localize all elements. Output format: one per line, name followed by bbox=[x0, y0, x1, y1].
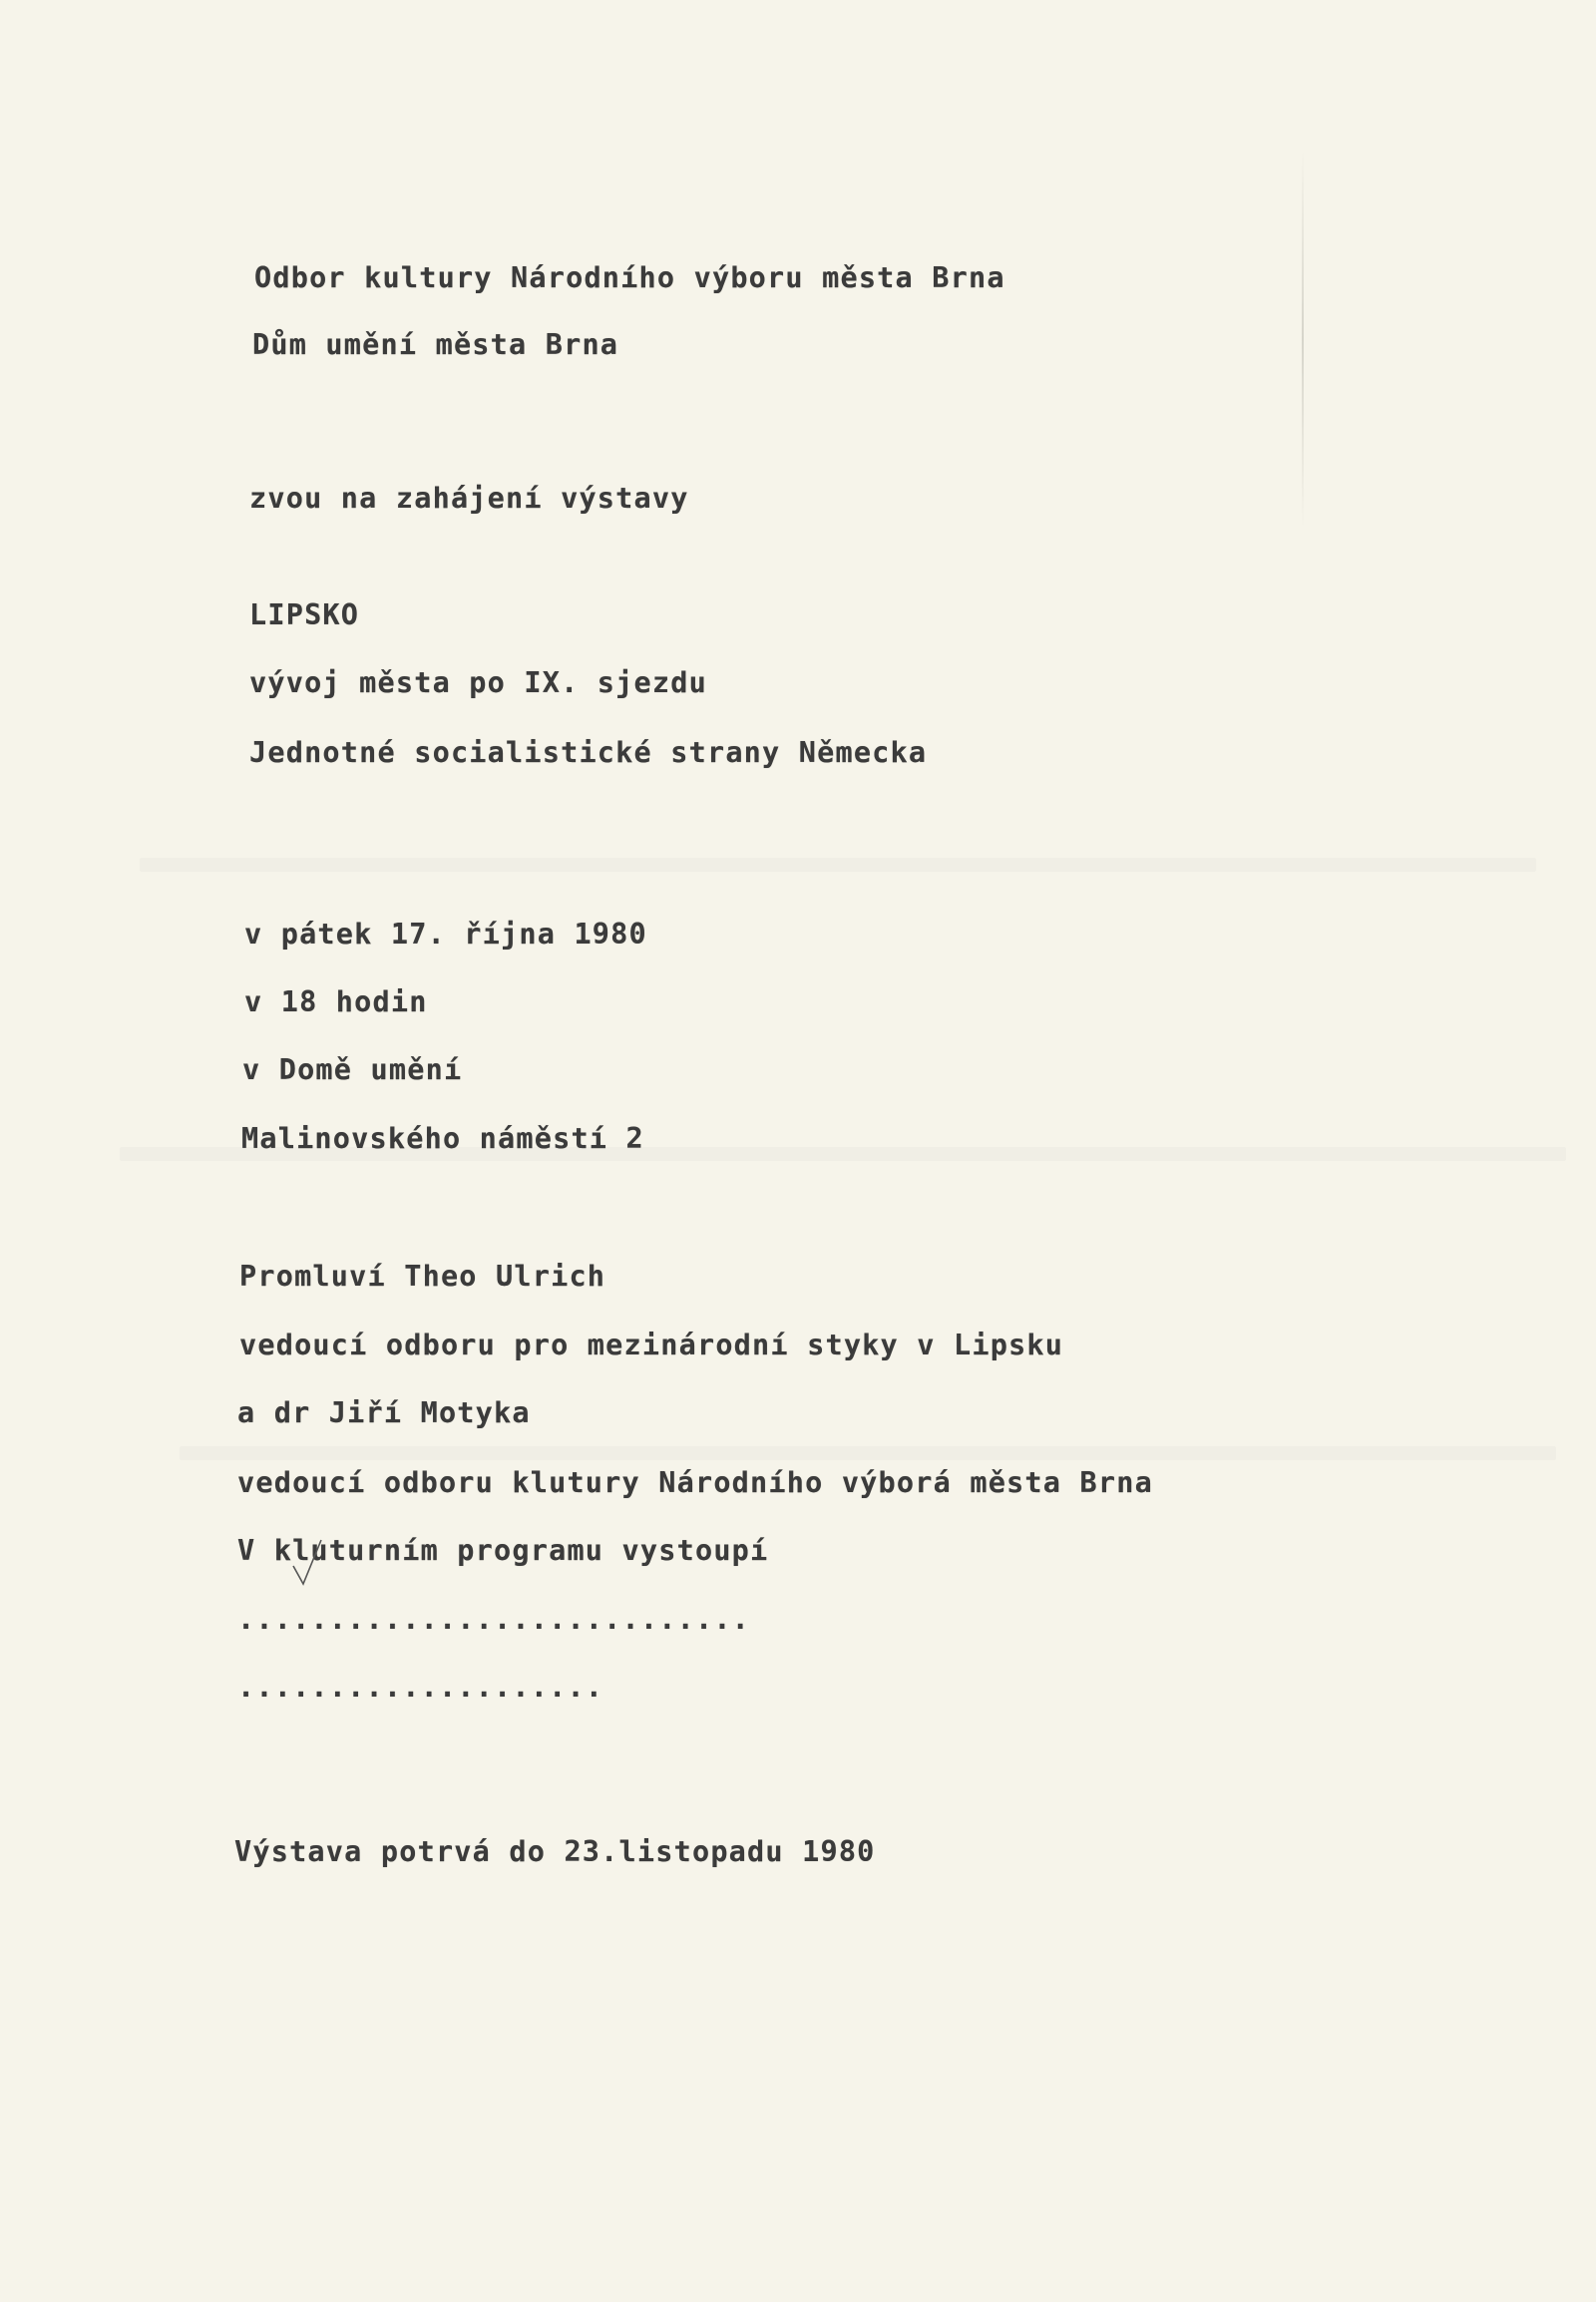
org-line-2: Dům umění města Brna bbox=[252, 328, 619, 361]
handwritten-correction-mark bbox=[289, 1536, 339, 1586]
show-through-text bbox=[180, 1446, 1556, 1460]
program-line: V kluturním programu vystoupí bbox=[237, 1534, 769, 1567]
paper-crease bbox=[1302, 150, 1304, 529]
event-venue: v Domě umění bbox=[242, 1053, 463, 1086]
closing-line: Výstava potrvá do 23.listopadu 1980 bbox=[234, 1835, 876, 1868]
dotted-placeholder-1: ............................ bbox=[237, 1603, 751, 1636]
event-date: v pátek 17. října 1980 bbox=[244, 918, 647, 951]
speaker-1-role: vedoucí odboru pro mezinárodní styky v Lipsku bbox=[239, 1329, 1064, 1361]
show-through-text bbox=[140, 858, 1536, 872]
speaker-2: a dr Jiří Motyka bbox=[237, 1396, 531, 1429]
exhibition-title: LIPSKO bbox=[249, 598, 360, 631]
event-address: Malinovského náměstí 2 bbox=[241, 1122, 644, 1155]
speaker-2-role: vedoucí odboru klutury Národního výborá města Brna bbox=[237, 1466, 1153, 1499]
exhibition-subtitle-1: vývoj města po IX. sjezdu bbox=[249, 666, 707, 699]
event-time: v 18 hodin bbox=[244, 985, 428, 1018]
invite-line: zvou na zahájení výstavy bbox=[249, 482, 689, 515]
dotted-placeholder-2: .................... bbox=[237, 1671, 604, 1704]
org-line-1: Odbor kultury Národního výboru města Brna bbox=[254, 261, 1005, 294]
speaker-1: Promluví Theo Ulrich bbox=[239, 1260, 606, 1293]
exhibition-subtitle-2: Jednotné socialistické strany Německa bbox=[249, 736, 928, 769]
